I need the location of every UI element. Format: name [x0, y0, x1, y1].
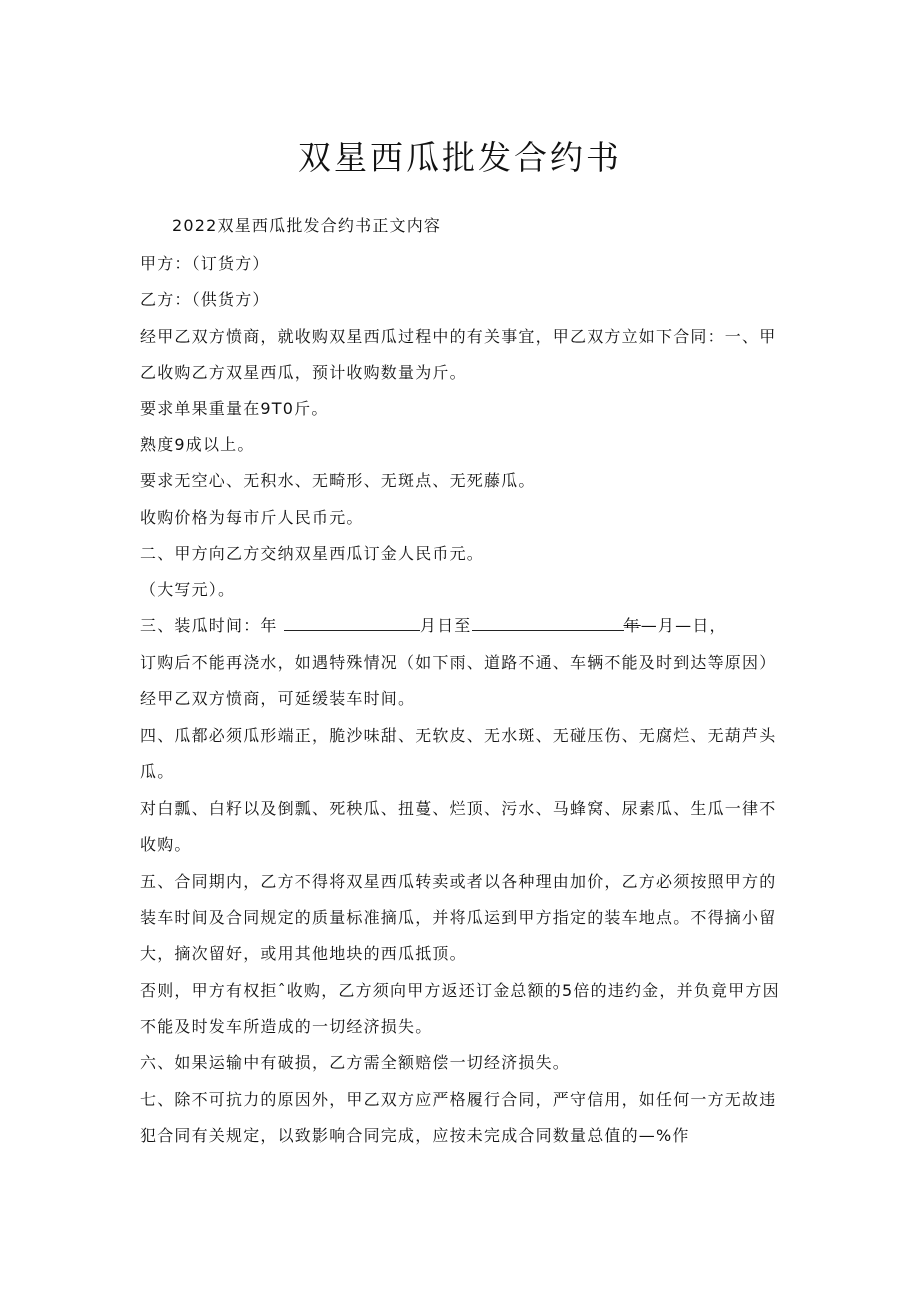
- paragraph-line: 经甲乙双方愤商，可延缓装车时间。: [140, 689, 416, 708]
- paragraph-line: 收购。: [140, 835, 192, 854]
- paragraph-line: 四、瓜都必须瓜形端正，脆沙味甜、无软皮、无水斑、无碰压伤、无腐烂、无葫芦头: [140, 726, 777, 745]
- paragraph-line: 大，摘次留好，或用其他地块的西瓜抵顶。: [140, 944, 467, 963]
- paragraph-line: 不能及时发车所造成的一切经济损失。: [140, 1017, 433, 1036]
- paragraph-line: 否则，甲方有权拒ˆ收购，乙方须向甲方返还订金总额的5倍的违约金，并负竟甲方因: [140, 981, 780, 1000]
- paragraph-line: 对白瓢、白籽以及倒瓢、死秧瓜、扭蔓、烂顶、污水、马蜂窝、尿素瓜、生瓜一律不: [140, 799, 777, 818]
- paragraph-line: 犯合同有关规定，以致影响合同完成，应按未完成合同数量总值的—%作: [140, 1126, 690, 1145]
- loading-time-line: [140, 616, 780, 636]
- loading-time-label: 三、装瓜时间：年: [140, 616, 278, 635]
- paragraph-line: 要求无空心、无积水、无畸形、无斑点、无死藤瓜。: [140, 471, 536, 490]
- party-a-line: 甲方：（订货方）: [140, 254, 270, 273]
- paragraph-line: 六、如果运输中有破损，乙方需全额赔偿一切经济损失。: [140, 1053, 571, 1072]
- paragraph-line: （大写元）。: [140, 580, 236, 599]
- paragraph-line: 订购后不能再浇水，如遇特殊情况（如下雨、道路不通、车辆不能及时到达等原因）: [140, 653, 777, 672]
- subtitle-line: 2022双星西瓜批发合约书正文内容: [172, 216, 442, 235]
- paragraph-line: 二、甲方向乙方交纳双星西瓜订金人民币元。: [140, 544, 485, 563]
- paragraph-line: 瓜。: [140, 762, 175, 781]
- paragraph-line: 经甲乙双方愤商，就收购双星西瓜过程中的有关事宜，甲乙双方立如下合同：一、甲: [140, 327, 777, 346]
- document-title: 双星西瓜批发合约书: [298, 138, 622, 177]
- paragraph-line: 乙收购乙方双星西瓜，预计收购数量为斤。: [140, 363, 467, 382]
- paragraph-line: 装车时间及合同规定的质量标准摘瓜，并将瓜运到甲方指定的装车地点。不得摘小留: [140, 908, 777, 927]
- blank-field: [472, 616, 624, 631]
- paragraph-line: 五、合同期内，乙方不得将双星西瓜转卖或者以各种理由加价，乙方必须按照甲方的: [140, 872, 777, 891]
- paragraph-line: 收购价格为每市斤人民币元。: [140, 508, 364, 527]
- paragraph-line: 熟度9成以上。: [140, 435, 255, 454]
- party-b-line: 乙方：（供货方）: [140, 290, 270, 309]
- struck-text: 年: [623, 616, 641, 635]
- loading-time-text: —月—日，: [640, 616, 727, 635]
- loading-time-text: 月日至: [419, 616, 472, 635]
- paragraph-line: 七、除不可抗力的原因外，甲乙双方应严格履行合同，严守信用，如任何一方无故违: [140, 1090, 777, 1109]
- blank-field: [284, 616, 420, 631]
- paragraph-line: 要求单果重量在9T0斤。: [140, 399, 329, 418]
